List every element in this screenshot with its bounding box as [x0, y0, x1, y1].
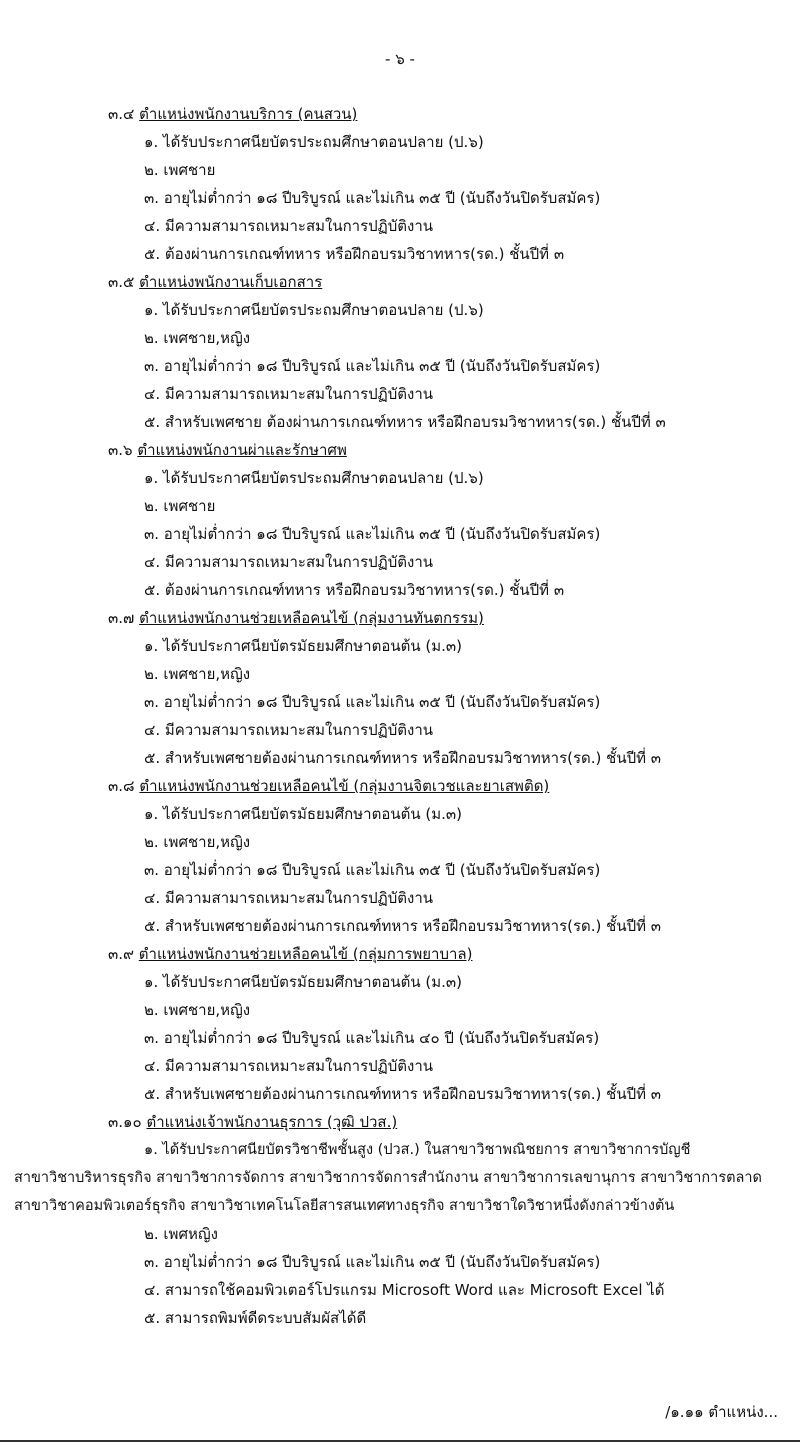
list-item: ๓. อายุไม่ต่ำกว่า ๑๘ ปีบริบูรณ์ และไม่เกิน ๓๕ ปี (นับถึงวันปิดรับสมัคร) [144, 357, 601, 375]
section [0, 100, 800, 268]
section-heading [0, 772, 800, 800]
section-number: ๓.๗ [108, 609, 135, 627]
list-item: ๒. เพศชาย [144, 497, 216, 515]
section [0, 1108, 800, 1332]
page-number: - ๖ - [385, 50, 415, 68]
section [0, 604, 800, 772]
list-item: ๔. สามารถใช้คอมพิวเตอร์โปรแกรม Microsoft Word และ Microsoft Excel ได้ [144, 1281, 665, 1299]
list-item: ๔. มีความสามารถเหมาะสมในการปฏิบัติงาน [144, 553, 433, 571]
list-item: ๔. มีความสามารถเหมาะสมในการปฏิบัติงาน [144, 721, 433, 739]
list-item: ๔. มีความสามารถเหมาะสมในการปฏิบัติงาน [144, 889, 433, 907]
list-item: ๔. มีความสามารถเหมาะสมในการปฏิบัติงาน [144, 385, 433, 403]
list-item: ๕. ต้องผ่านการเกณฑ์ทหาร หรือฝึกอบรมวิชาทหาร(รด.) ชั้นปีที่ ๓ [144, 581, 565, 599]
continuation-note: /๑.๑๑ ตำแหน่ง... [665, 1403, 778, 1421]
list-item: ๓. อายุไม่ต่ำกว่า ๑๘ ปีบริบูรณ์ และไม่เกิน ๓๕ ปี (นับถึงวันปิดรับสมัคร) [144, 1253, 601, 1271]
list-item: ๕. สำหรับเพศชายต้องผ่านการเกณฑ์ทหาร หรือฝึกอบรมวิชาทหาร(รด.) ชั้นปีที่ ๓ [144, 1085, 662, 1103]
section-title: ตำแหน่งพนักงานช่วยเหลือคนไข้ (กลุ่มการพยาบาล) [138, 945, 473, 963]
list-item: ๕. ต้องผ่านการเกณฑ์ทหาร หรือฝึกอบรมวิชาทหาร(รด.) ชั้นปีที่ ๓ [144, 245, 565, 263]
section-number: ๓.๕ [108, 273, 135, 291]
list-item: ๒. เพศชาย,หญิง [144, 665, 251, 683]
list-item: ๒. เพศชาย,หญิง [144, 833, 251, 851]
list-item: ๑. ได้รับประกาศนียบัตรประถมศึกษาตอนปลาย (ป.๖) [144, 133, 484, 151]
section-number: ๓.๑๐ [108, 1113, 142, 1131]
list-item: ๒. เพศชาย [144, 161, 216, 179]
section [0, 772, 800, 940]
list-item: ๔. มีความสามารถเหมาะสมในการปฏิบัติงาน [144, 1057, 433, 1075]
list-item: ๓. อายุไม่ต่ำกว่า ๑๘ ปีบริบูรณ์ และไม่เกิน ๓๕ ปี (นับถึงวันปิดรับสมัคร) [144, 189, 601, 207]
section-title: ตำแหน่งพนักงานช่วยเหลือคนไข้ (กลุ่มงานทันตกรรม) [139, 609, 484, 627]
section-heading [0, 268, 800, 296]
list-item: ๔. มีความสามารถเหมาะสมในการปฏิบัติงาน [144, 217, 433, 235]
list-item: ๓. อายุไม่ต่ำกว่า ๑๘ ปีบริบูรณ์ และไม่เกิน ๓๕ ปี (นับถึงวันปิดรับสมัคร) [144, 861, 601, 879]
list-item: ๓. อายุไม่ต่ำกว่า ๑๘ ปีบริบูรณ์ และไม่เกิน ๓๕ ปี (นับถึงวันปิดรับสมัคร) [144, 525, 601, 543]
section-number: ๓.๙ [108, 945, 135, 963]
list-item: ๑. ได้รับประกาศนียบัตรประถมศึกษาตอนปลาย (ป.๖) [144, 301, 484, 319]
list-item-paragraph-line: ๑. ได้รับประกาศนียบัตรวิชาชีพชั้นสูง (ปวส.) ในสาขาวิชาพณิชยการ สาขาวิชาการบัญชี [144, 1142, 691, 1158]
list-item: ๕. สำหรับเพศชายต้องผ่านการเกณฑ์ทหาร หรือฝึกอบรมวิชาทหาร(รด.) ชั้นปีที่ ๓ [144, 917, 662, 935]
section-heading [0, 436, 800, 464]
section-heading [0, 1108, 800, 1136]
list-item: ๕. สำหรับเพศชายต้องผ่านการเกณฑ์ทหาร หรือฝึกอบรมวิชาทหาร(รด.) ชั้นปีที่ ๓ [144, 749, 662, 767]
section-title: ตำแหน่งพนักงานบริการ (คนสวน) [139, 105, 358, 123]
list-item: ๑. ได้รับประกาศนียบัตรมัธยมศึกษาตอนต้น (ม.๓) [144, 637, 462, 655]
page-bottom-divider [0, 1440, 800, 1442]
list-item: ๓. อายุไม่ต่ำกว่า ๑๘ ปีบริบูรณ์ และไม่เกิน ๓๕ ปี (นับถึงวันปิดรับสมัคร) [144, 693, 601, 711]
section-heading [0, 604, 800, 632]
section-number: ๓.๖ [108, 441, 133, 459]
section-title: ตำแหน่งพนักงานช่วยเหลือคนไข้ (กลุ่มงานจิตเวชและยาเสพติด) [139, 777, 550, 795]
section [0, 436, 800, 604]
document-body [0, 100, 800, 1332]
list-item: ๕. สามารถพิมพ์ดีดระบบสัมผัสได้ดี [144, 1309, 367, 1327]
section-number: ๓.๘ [108, 777, 135, 795]
section-title: ตำแหน่งพนักงานเก็บเอกสาร [139, 273, 323, 291]
list-item: ๑. ได้รับประกาศนียบัตรประถมศึกษาตอนปลาย (ป.๖) [144, 469, 484, 487]
section [0, 940, 800, 1108]
list-item: ๕. สำหรับเพศชาย ต้องผ่านการเกณฑ์ทหาร หรือฝึกอบรมวิชาทหาร(รด.) ชั้นปีที่ ๓ [144, 413, 666, 431]
list-item-paragraph-line: สาขาวิชาคอมพิวเตอร์ธุรกิจ สาขาวิชาเทคโนโลยีสารสนเทศทางธุรกิจ สาขาวิชาใดวิชาหนึ่งดังกล่าวข้างต้น [14, 1198, 675, 1214]
list-item: ๒. เพศหญิง [144, 1225, 218, 1243]
list-item: ๑. ได้รับประกาศนียบัตรมัธยมศึกษาตอนต้น (ม.๓) [144, 973, 462, 991]
list-item: ๑. ได้รับประกาศนียบัตรมัธยมศึกษาตอนต้น (ม.๓) [144, 805, 462, 823]
list-item: ๓. อายุไม่ต่ำกว่า ๑๘ ปีบริบูรณ์ และไม่เกิน ๔๐ ปี (นับถึงวันปิดรับสมัคร) [144, 1029, 600, 1047]
section-heading [0, 940, 800, 968]
section-title: ตำแหน่งเจ้าพนักงานธุรการ (วุฒิ ปวส.) [146, 1113, 398, 1131]
list-item: ๒. เพศชาย,หญิง [144, 329, 251, 347]
list-item-paragraph-line: สาขาวิชาบริหารธุรกิจ สาขาวิชาการจัดการ สาขาวิชาการจัดการสำนักงาน สาขาวิชาการเลขานุการ สาขาวิชาการตลาด [14, 1170, 762, 1186]
section [0, 268, 800, 436]
section-heading [0, 100, 800, 128]
section-title: ตำแหน่งพนักงานผ่าและรักษาศพ [137, 441, 347, 459]
section-number: ๓.๔ [108, 105, 135, 123]
list-item: ๒. เพศชาย,หญิง [144, 1001, 251, 1019]
